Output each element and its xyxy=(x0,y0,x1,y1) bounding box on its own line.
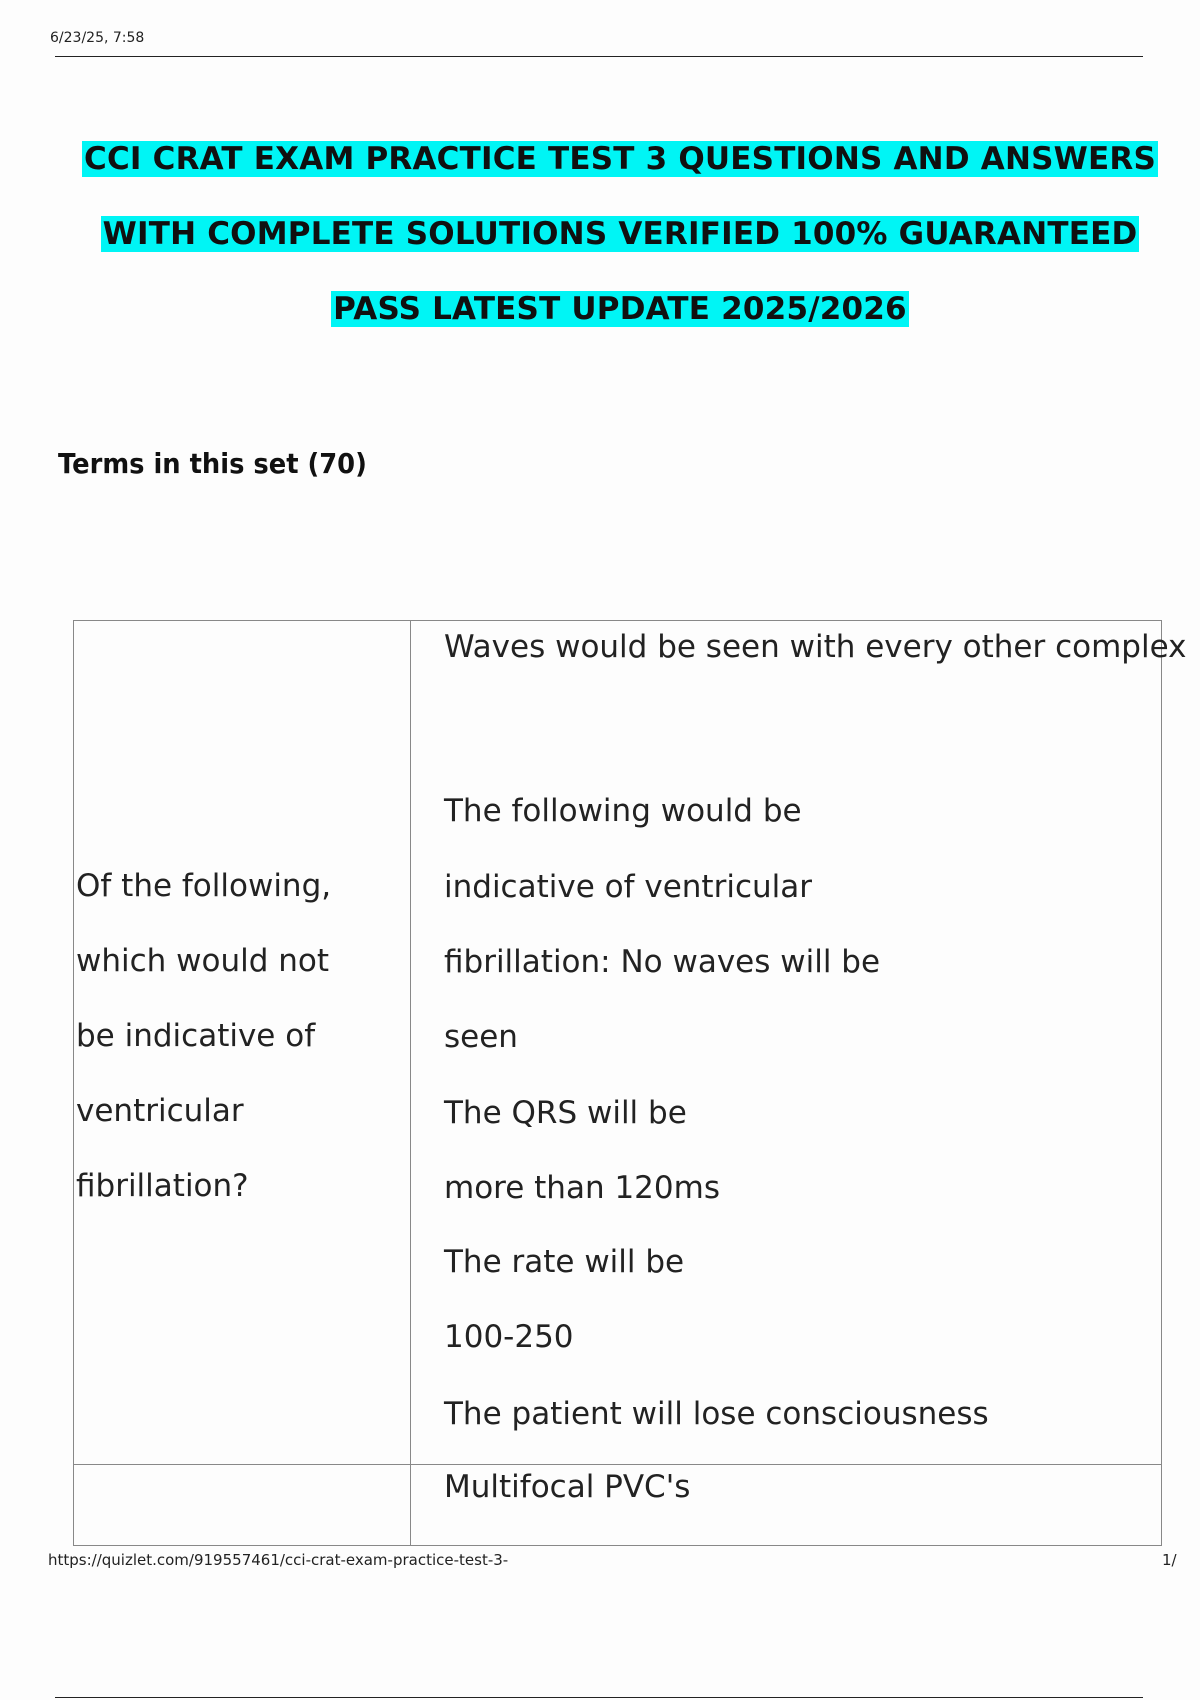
definition-line: The rate will be xyxy=(444,1244,685,1280)
definition-line: The patient will lose consciousness xyxy=(444,1396,989,1432)
definition-line: fibrillation: No waves will be xyxy=(444,944,881,980)
definition-line: 100-250 xyxy=(444,1319,574,1355)
page-number: 1/ xyxy=(1162,1551,1177,1569)
title-line-2-text: WITH COMPLETE SOLUTIONS VERIFIED 100% GUARANTEED xyxy=(102,216,1138,252)
definition-line: seen xyxy=(444,1019,518,1055)
definition-cell xyxy=(411,1465,1162,1546)
document-title xyxy=(40,138,1200,363)
term-cell xyxy=(74,1465,411,1546)
terms-heading: Terms in this set (70) xyxy=(58,447,367,480)
definition-line: Waves would be seen with every other complex xyxy=(444,629,1187,665)
definition-line: more than 120ms xyxy=(444,1170,720,1206)
bottom-divider xyxy=(55,1697,1143,1698)
term-row xyxy=(74,1465,1162,1546)
terms-table xyxy=(73,620,1187,1546)
title-line-3-text: PASS LATEST UPDATE 2025/2026 xyxy=(333,291,907,327)
term-text: Of the following, which would not be indicative of ventricular fibrillation? xyxy=(76,868,332,1204)
print-date: 6/23/25, 7:58 xyxy=(50,30,145,46)
definition-line: Multifocal PVC's xyxy=(444,1469,691,1505)
definition-cell xyxy=(411,621,1187,1465)
term-row xyxy=(74,621,1162,1465)
title-line-2 xyxy=(40,213,1200,288)
definition-line: The QRS will be xyxy=(444,1095,687,1131)
title-line-3 xyxy=(40,288,1200,363)
term-cell xyxy=(74,621,411,1465)
footer-url: https://quizlet.com/919557461/cci-crat-exam-practice-test-3- xyxy=(48,1551,509,1569)
definition-line: indicative of ventricular xyxy=(444,869,812,905)
title-line-1 xyxy=(40,138,1200,213)
title-line-1-text: CCI CRAT EXAM PRACTICE TEST 3 QUESTIONS AND ANSWERS xyxy=(84,141,1156,177)
top-divider xyxy=(55,56,1143,57)
definition-line: The following would be xyxy=(444,793,802,829)
